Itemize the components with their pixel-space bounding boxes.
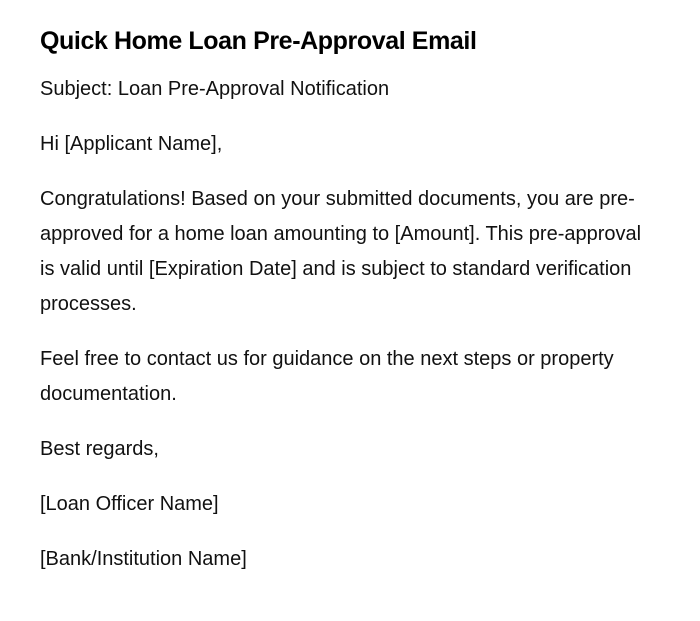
email-body-paragraph-contact: Feel free to contact us for guidance on the next steps or property documentation.: [40, 348, 614, 405]
email-body-paragraph-approval: Congratulations! Based on your submitted documents, you are pre-approved for a home loan amounting to [Amount]. This pre-approval is valid until [Expiration Date] and is subject to standard verification processes.: [40, 188, 642, 315]
email-subject-line: Subject: Loan Pre-Approval Notification: [40, 78, 390, 100]
page-title: Quick Home Loan Pre-Approval Email: [40, 27, 477, 55]
signature-institution-name: [Bank/Institution Name]: [40, 548, 247, 570]
email-closing: Best regards,: [40, 438, 159, 460]
signature-officer-name: [Loan Officer Name]: [40, 493, 219, 515]
email-greeting: Hi [Applicant Name],: [40, 133, 223, 155]
